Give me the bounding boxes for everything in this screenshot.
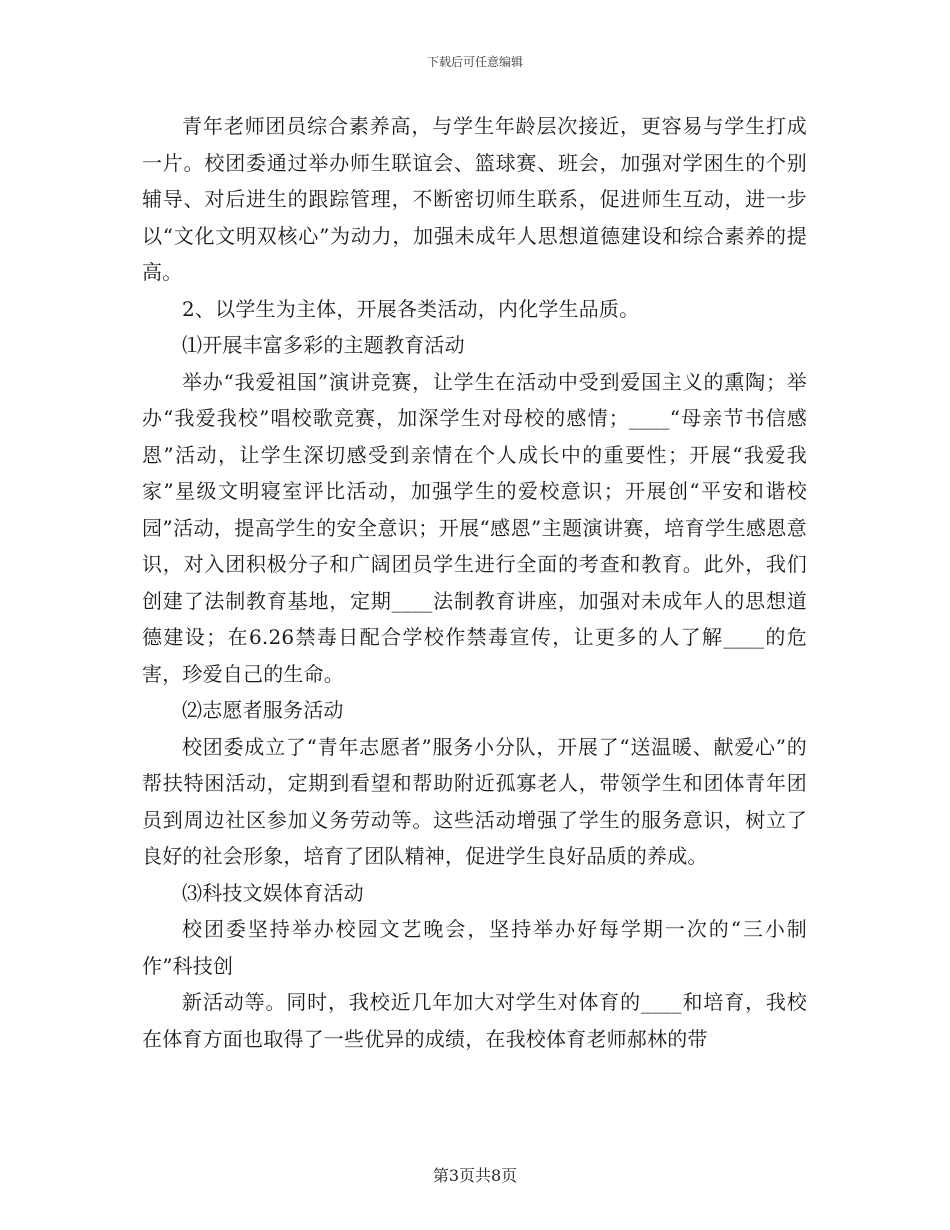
subsection-heading: ⑴开展丰富多彩的主题教育活动 [182, 333, 465, 357]
document-body [142, 108, 807, 1057]
paragraph: 校团委成立了“青年志愿者”服务小分队，开展了“送温暖、献爱心”的帮扶特困活动，定期到看望和帮助附近孤寡老人，带领学生和团体青年团员到周边社区参加义务劳动等。这些活动增强了学生的服务意识，树立了良好的社会形象，培育了团队精神，促进学生良好品质的养成。 [142, 734, 807, 868]
section-heading: 2、以学生为主体，开展各类活动，内化学生品质。 [182, 296, 640, 321]
paragraph: 校团委坚持举办校园文艺晚会，坚持举办好每学期一次的“三小制作”科技创 [142, 917, 807, 978]
paragraph: 新活动等。同时，我校近几年加大对学生对体育的____和培育，我校在体育方面也取得了一些优异的成绩，在我校体育老师郝林的带 [142, 990, 807, 1051]
page-number: 第3页共8页 [432, 1166, 518, 1185]
paragraph: 举办“我爱祖国”演讲竞赛，让学生在活动中受到爱国主义的熏陶；举办“我爱我校”唱校歌竞赛，加深学生对母校的感情；____“母亲节书信感恩”活动，让学生深切感受到亲情在个人成长中的重要性；开展“我爱我家”星级文明寝室评比活动，加强学生的爱校意识；开展创“平安和谐校园”活动，提高学生的安全意识；开展“感恩”主题演讲赛，培育学生感恩意识，对入团积极分子和广阔团员学生进行全面的考查和教育。此外，我们创建了法制教育基地，定期____法制教育讲座，加强对未成年人的思想道德建设；在6.26禁毒日配合学校作禁毒宣传，让更多的人了解____的危害，珍爱自己的生命。 [142, 369, 807, 686]
paragraph: 青年老师团员综合素养高，与学生年龄层次接近，更容易与学生打成一片。校团委通过举办师生联谊会、篮球赛、班会，加强对学困生的个别辅导、对后进生的跟踪管理，不断密切师生联系，促进师生互动，进一步以“文化文明双核心”为动力，加强未成年人思想道德建设和综合素养的提高。 [142, 114, 807, 284]
page-header-note: 下载后可任意编辑 [426, 55, 523, 69]
subsection-heading: ⑵志愿者服务活动 [182, 698, 344, 722]
subsection-heading: ⑶科技文娱体育活动 [182, 880, 364, 905]
